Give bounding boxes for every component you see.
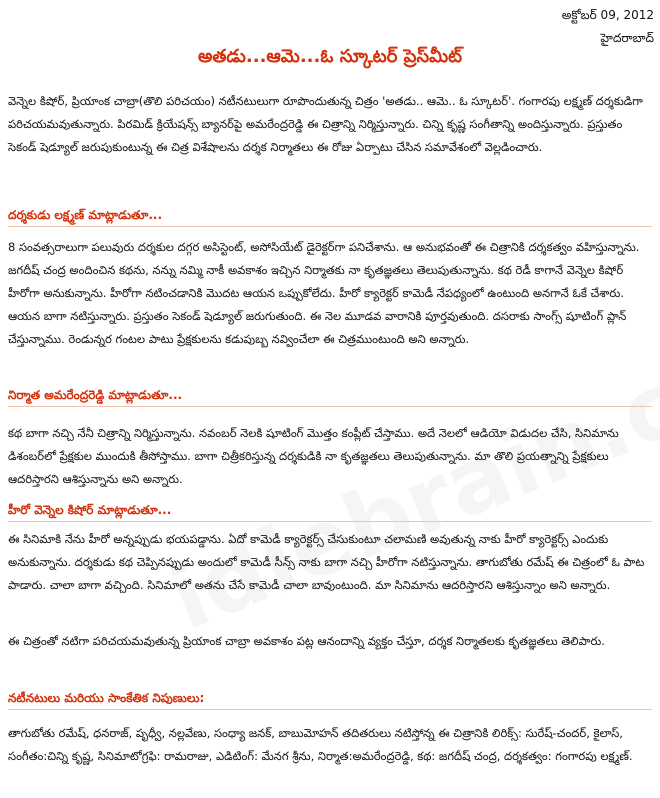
divider	[8, 709, 652, 710]
heroine-paragraph: ఈ చిత్రంతో నటిగా పరిచయమవుతున్న ప్రియాంక చాబ్రా అవకాశం పట్ల ఆనందాన్ని వ్యక్తం చేస్తూ, దర్శక నిర్మాతలకు కృతజ్ఞతలు తెలిపారు.	[8, 634, 605, 648]
hero-paragraph: ఈ సినిమాకి నేను హీరో అన్నప్పుడు భయపడ్డాను. ఏదో కామెడీ క్యారెక్టర్స్ చేసుకుంటూ చలామణి అవుతున్న నాకు హీరో క్యారెక్టర్స్ ఎందుకు అనుకున్నాను. దర్శకుడు కథ చెప్పినప్పుడు అందులో కామెడీ సీన్స్ నాకు బాగా నచ్చి హీరోగా నటిస్తున్నాను. తాగుబోతు రమేష్ ఈ చిత్రంలో ఓ పాట పాడారు. చాలా బాగా వచ్చింది. సినిమాలో అతను చేసే కామెడీ చాలా బావుంటుంది. మా సినిమాను ఆదరిస్తారని ఆశిస్తున్నాం అని అన్నారు.	[8, 532, 645, 592]
cast-heading: నటీనటులు మరియు సాంకేతిక నిపుణులు:	[8, 691, 205, 705]
divider	[8, 406, 652, 407]
article-title: అతడు...ఆమె...ఓ స్కూటర్ ప్రెస్‌మీట్	[197, 46, 463, 67]
divider	[8, 521, 652, 522]
director-heading: దర్శకుడు లక్ష్మణ్ మాట్లాడుతూ...	[8, 208, 163, 222]
place-text: హైదరాబాద్	[600, 31, 654, 45]
hero-heading: హీరో వెన్నెల కిషోర్ మాట్లాడుతూ...	[8, 503, 172, 517]
producer-paragraph: కథ బాగా నచ్చి నేనీ చిత్రాన్ని నిర్మిస్తున్నాను. నవంబర్ నెలకి షూటింగ్ మొత్తం కంప్లీట్ చేస్తాము. అదే నెలలో ఆడియో విడుదల చేసి, సినిమాను డిశంబర్‌లో ప్రేక్షకుల ముందుకి తీసోస్తాము. బాగా చిత్రీకరిస్తున్న దర్శకుడికి నా కృతజ్ఞతలు తెలుపుతున్నాను. మా తొలి ప్రయత్నాన్ని ప్రేక్షకులు ఆదరిస్తారని ఆశిస్తున్నాను అని అన్నారు.	[8, 426, 619, 486]
date-text: అక్టోబర్ 09, 2012	[561, 8, 654, 22]
dateline	[562, 4, 654, 50]
divider	[8, 226, 652, 227]
cast-paragraph: తాగుబోతు రమేష్, ధనరాజ్, పృధ్వీ, నల్లవేణు, సంధ్యా జనక్, బాబుమోహన్ తదితరులు నటిస్తోన్న ఈ చిత్రానికి లిరిక్స్: సురేష్-చందర్, కైలాస్, సంగీతం:చిన్ని కృష్ణ, సినిమాటోగ్రఫి: రామరాజు, ఎడిటింగ్: మేనగ శ్రీను, నిర్మాత:అమరేంద్రరెడ్డి, కథ: జగదీష్ చంద్ర, దర్శకత్వం: గంగారపు లక్ష్మణ్.	[8, 726, 633, 763]
producer-heading: నిర్మాత అమరేంద్రరెడ్డి మాట్లాడుతూ...	[8, 388, 183, 402]
intro-paragraph: వెన్నెల కిషోర్, ప్రియాంక చాబ్రా(తొలి పరిచయం) నటీనటులుగా రూపొందుతున్న చిత్రం 'అతడు.. ఆమె.. ఓ స్కూటర్'. గంగారపు లక్ష్మణ్ దర్శకుడిగా పరిచయమవుతున్నారు. పిరమిడ్ క్రియేషన్స్ బ్యానర్‌పై అమరేంద్రరెడ్డి ఈ చిత్రాన్ని నిర్మిస్తున్నారు. చిన్ని కృష్ణ సంగీతాన్ని అందిస్తున్నారు. ప్రస్తుతం సెకండ్ షెడ్యూల్ జరుపుకుంటున్న ఈ చిత్ర విశేషాలను దర్శక నిర్మాతలు ఈ రోజు ఏర్పాటు చేసిన సమావేశంలో వెల్లడించారు.	[8, 94, 643, 154]
director-paragraph: 8 సంవత్సరాలుగా పలువురు దర్శకుల దగ్గర అసిస్టెంట్, అసోసియేట్ డైరెక్టర్‌గా పనిచేశాను. ఆ అనుభవంతో ఈ చిత్రానికి దర్శకత్వం వహిస్తున్నాను. జగదీష్ చంద్ర అందించిన కథను, నన్ను నమ్మి నాకీ అవకాశం ఇచ్చిన నిర్మాతకు నా కృతజ్ఞతలు తెలుపుతున్నాను. కథ రెడీ కాగానే వెన్నెల కిషోర్ హీరోగా అనుకున్నాను. హీరోగా నటించడానికి మొదట ఆయన ఒప్పుకోలేదు. హీరో క్యారెక్టర్ కామెడీ నేపధ్యంలో ఉంటుంది అనగానే ఓకే చేశారు. ఆయన బాగా నటిస్తున్నారు. ప్రస్తుతం సెకండ్ షెడ్యూల్ జరుగుతుంది. ఈ నెల మూడవ వారానికి పూర్తవుతుంది. దసరాకు సాంగ్స్ షూటింగ్ ప్లాన్ చేస్తున్నాము. రెండున్నర గంటల పాటు ప్రేక్షకులను కడుపుబ్బ నవ్వించేలా ఈ చిత్రముంటుంది అని అన్నారు.	[8, 240, 640, 346]
